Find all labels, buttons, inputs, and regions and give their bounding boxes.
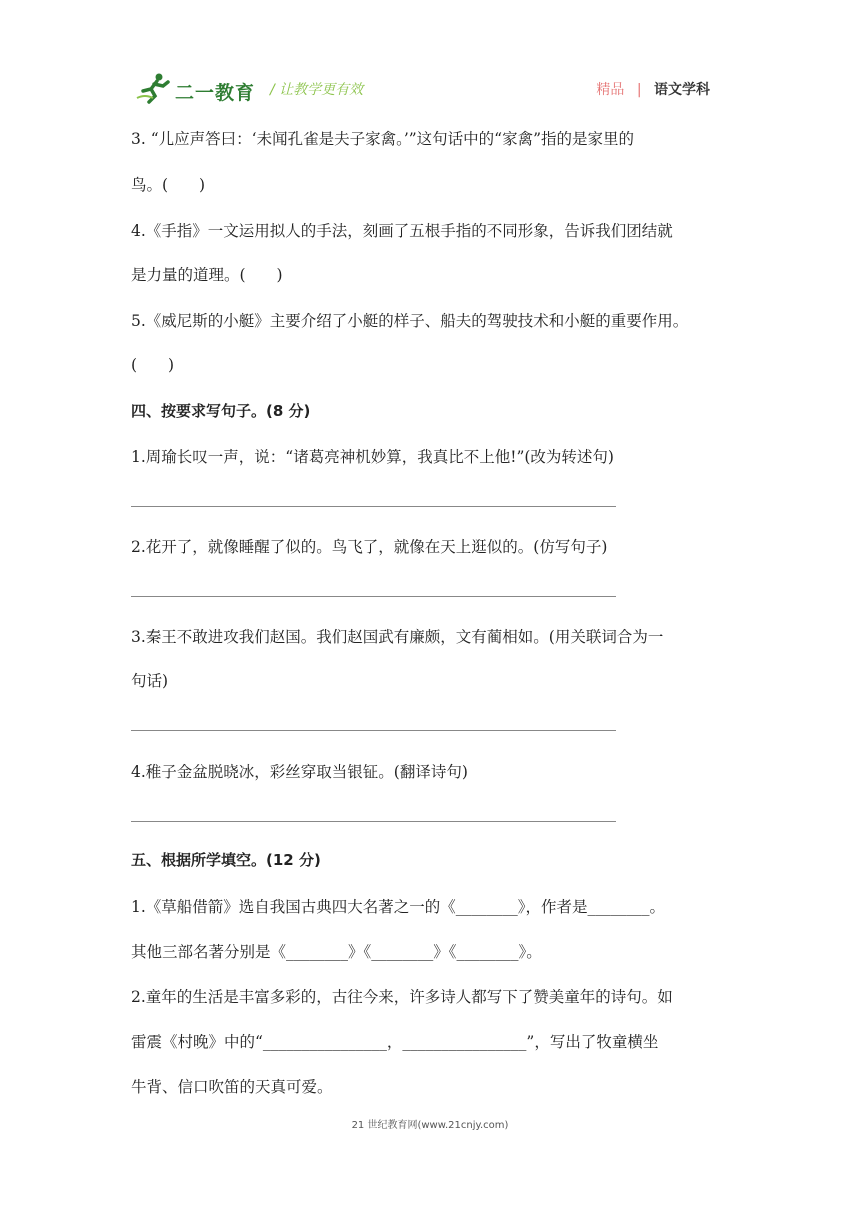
question-3-line2: 鸟。( )	[131, 176, 206, 194]
subject-tag	[596, 79, 710, 99]
section-5-q2-line3: 牛背、信口吹笛的天真可爱。	[131, 1078, 333, 1096]
question-5-line2: ( )	[131, 356, 175, 374]
slogan: / 让教学更有效	[270, 82, 364, 98]
section-4-q2: 2.花开了，就像睡醒了似的。鸟飞了，就像在天上逛似的。(仿写句子)	[131, 538, 608, 556]
section-4-title: 四、按要求写句子。(8 分)	[131, 402, 311, 420]
section-5-title: 五、根据所学填空。(12 分)	[131, 851, 321, 869]
page-header	[130, 68, 730, 108]
page-footer: 21 世纪教育网(www.21cnjy.com)	[351, 1120, 509, 1131]
section-5-q1-line2: 其他三部名著分别是《________》《________》《________》。	[131, 943, 542, 961]
section-5-q2-line2: 雷震《村晚》中的“________________，________________”，写出了牧童横坐	[131, 1033, 659, 1051]
question-3-line1: 3. “儿应声答曰：‘未闻孔雀是夫子家禽。’”这句话中的“家禽”指的是家里的	[131, 130, 635, 148]
section-5-q2-line1: 2.童年的生活是丰富多彩的，古往今来，许多诗人都写下了赞美童年的诗句。如	[131, 988, 673, 1006]
section-4-q1: 1.周瑜长叹一声，说：“诸葛亮神机妙算，我真比不上他!”(改为转述句)	[131, 448, 614, 466]
answer-line[interactable]	[131, 730, 616, 731]
question-4-line2: 是力量的道理。( )	[131, 266, 283, 284]
question-5-line1: 5.《威尼斯的小艇》主要介绍了小艇的样子、船夫的驾驶技术和小艇的重要作用。	[131, 312, 689, 330]
question-4-line1: 4.《手指》一文运用拟人的手法，刻画了五根手指的不同形象，告诉我们团结就	[131, 222, 673, 240]
tag-separator: |	[636, 82, 642, 98]
section-5-q1-line1: 1.《草船借箭》选自我国古典四大名著之一的《________》，作者是________。	[131, 898, 666, 916]
quality-label: 精品	[596, 82, 625, 98]
section-4-q3-line2: 句话)	[131, 672, 169, 690]
logo-text: 二一教育	[175, 82, 256, 104]
answer-line[interactable]	[131, 596, 616, 597]
subject-label: 语文学科	[654, 82, 710, 98]
answer-line[interactable]	[131, 506, 616, 507]
runner-icon	[135, 72, 175, 104]
logo	[135, 72, 255, 104]
section-4-q3-line1: 3.秦王不敢进攻我们赵国。我们赵国武有廉颇，文有蔺相如。(用关联词合为一	[131, 628, 664, 646]
section-4-q4: 4.稚子金盆脱晓冰，彩丝穿取当银钲。(翻译诗句)	[131, 763, 468, 781]
answer-line[interactable]	[131, 821, 616, 822]
